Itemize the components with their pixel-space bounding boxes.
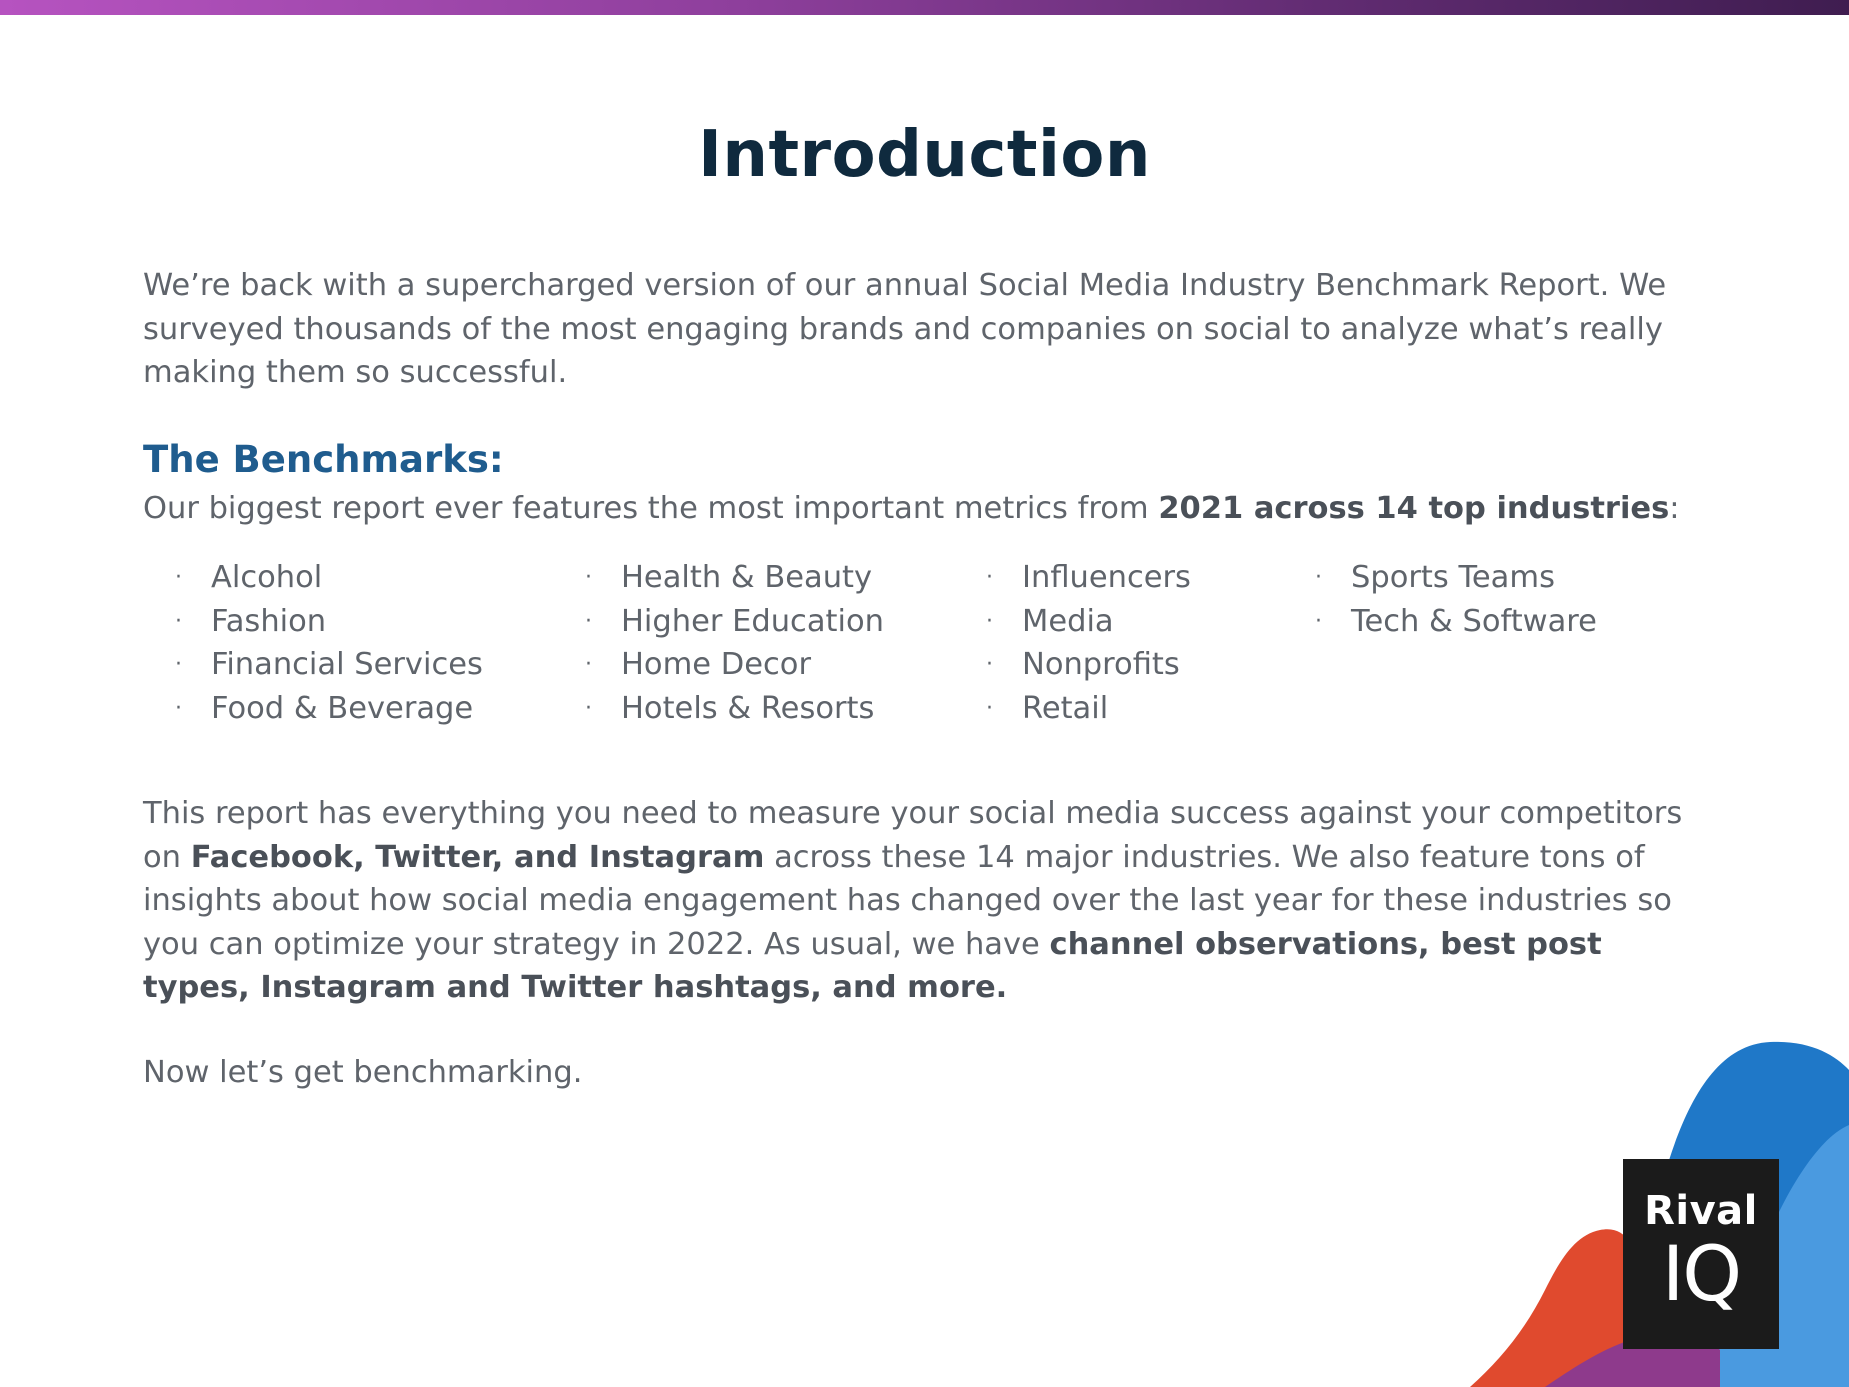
report-bold-platforms: Facebook, Twitter, and Instagram: [190, 839, 765, 875]
industry-name: Retail: [1022, 690, 1109, 726]
industry-list-item: [954, 643, 1191, 687]
bullet-icon: ·: [585, 652, 592, 677]
industry-list-column-2: [553, 556, 884, 730]
industry-list-item: [553, 600, 884, 644]
logo-iq-text: IQ: [1661, 1229, 1741, 1318]
industry-list-item: [553, 556, 884, 600]
industry-list-item: [143, 643, 483, 687]
industry-name: Food & Beverage: [211, 690, 474, 726]
bullet-icon: ·: [175, 608, 182, 634]
industry-list-item: [553, 687, 884, 731]
benchmarks-heading: The Benchmarks:: [143, 438, 504, 481]
report-bold-features: channel observations, best post types, Instagram and Twitter hashtags, and more.: [143, 926, 1602, 1005]
benchmarks-lead-bold: 2021 across 14 top industries: [1158, 491, 1670, 526]
intro-paragraph: We’re back with a supercharged version of our annual Social Media Industry Benchmark Report. We surveyed thousands of the most engaging brands and companies on social to analyze what’s really making them so successful.: [143, 268, 1667, 390]
industry-name: Home Decor: [621, 647, 811, 682]
benchmarks-lead-suffix: :: [1669, 491, 1680, 526]
industry-list-item: [143, 556, 483, 600]
page-title: Introduction: [698, 118, 1151, 192]
industry-name: Alcohol: [211, 560, 323, 595]
bullet-icon: ·: [986, 652, 993, 677]
industry-name: Tech & Software: [1351, 603, 1597, 639]
bullet-icon: ·: [1315, 565, 1322, 590]
rival-iq-logo: [1623, 1159, 1779, 1349]
bullet-icon: ·: [175, 565, 182, 590]
bullet-icon: ·: [175, 695, 182, 721]
bullet-icon: ·: [175, 652, 182, 677]
industry-list-item: [553, 643, 884, 687]
industry-list-item: [143, 687, 483, 731]
industry-list-item: [1283, 600, 1597, 644]
bullet-icon: ·: [986, 695, 993, 721]
bullet-icon: ·: [986, 565, 993, 590]
industry-list-item: [1283, 556, 1597, 600]
industry-name: Media: [1022, 603, 1114, 639]
logo-rival-text: Rival: [1644, 1188, 1758, 1234]
industry-name: Health & Beauty: [621, 560, 873, 595]
industry-list-column-4: [1283, 556, 1597, 643]
bullet-icon: ·: [585, 608, 592, 634]
industry-name: Nonprofits: [1022, 647, 1180, 682]
report-text-2: across these 14 major industries. We also feature tons of insights about how social media engagement has changed over the last year for these industries so you can optimize your strategy in 2022. As usual, we have: [143, 839, 1672, 962]
industry-name: Sports Teams: [1351, 560, 1555, 595]
industry-name: Higher Education: [621, 603, 884, 639]
industry-list-item: [954, 687, 1191, 731]
industry-list-column-3: [954, 556, 1191, 730]
industry-name: Influencers: [1022, 560, 1191, 595]
bullet-icon: ·: [585, 695, 592, 721]
industry-name: Financial Services: [211, 647, 483, 682]
industry-name: Fashion: [211, 603, 327, 639]
report-text-1: This report has everything you need to measure your social media success against your competitors on: [143, 796, 1683, 875]
bullet-icon: ·: [986, 608, 993, 634]
benchmarks-lead-text: Our biggest report ever features the most important metrics from: [143, 491, 1159, 526]
benchmarks-lead: [143, 487, 1683, 531]
closing-line: Now let’s get benchmarking.: [143, 1055, 583, 1090]
bullet-icon: ·: [1315, 608, 1322, 634]
industry-list-column-1: [143, 556, 483, 730]
report-paragraph: [143, 792, 1683, 1010]
top-gradient-bar: [0, 0, 1849, 15]
bullet-icon: ·: [585, 565, 592, 590]
industry-list-item: [143, 600, 483, 644]
industry-name: Hotels & Resorts: [621, 690, 875, 726]
industry-list-item: [954, 600, 1191, 644]
industry-list-item: [954, 556, 1191, 600]
